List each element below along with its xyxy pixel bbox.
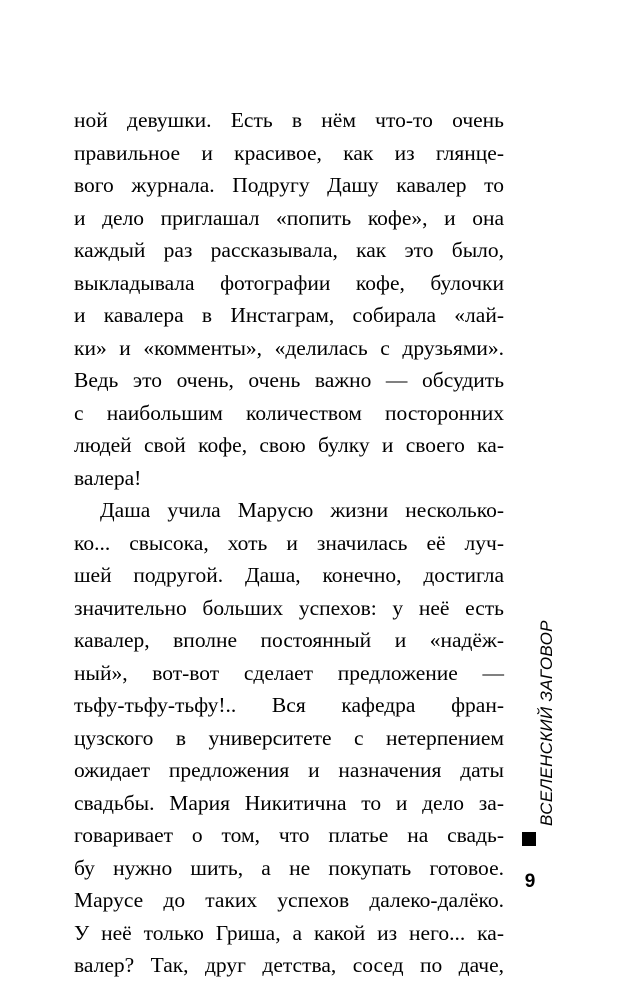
text-line: свадьбы. Мария Никитична то и дело за-: [74, 790, 504, 815]
text-line: выкладывала фотографии кофе, булочки: [74, 270, 504, 295]
text-line: кавалер, вполне постоянный и «надёж-: [74, 628, 504, 652]
paragraph-start-line: Даша учила Марусю жизни несколько-: [100, 498, 504, 522]
text-line: Ведь это очень, очень важно — обсудить: [74, 368, 504, 392]
text-line: ки» и «комменты», «делилась с друзьями».: [74, 335, 504, 360]
text-line: бу нужно шить, а не покупать готовое.: [74, 855, 504, 880]
body-text: [74, 104, 504, 982]
text-line: говаривает о том, что платье на свадь-: [74, 823, 504, 847]
text-line: значительно больших успехов: у неё есть: [74, 595, 504, 620]
text-line: и кавалера в Инстаграм, собирала «лай-: [74, 303, 504, 327]
text-line: ный», вот-вот сделает предложение —: [74, 660, 504, 685]
text-line: правильное и красивое, как из глянце-: [74, 140, 504, 165]
text-line: У неё только Гриша, а какой из него... ка-: [74, 920, 504, 945]
text-line: каждый раз рассказывала, как это было,: [74, 238, 504, 262]
text-line: тьфу-тьфу-тьфу!.. Вся кафедра фран-: [74, 693, 504, 717]
text-line: ожидает предложения и назначения даты: [74, 758, 504, 782]
running-head: ВСЕЛЕНСКИЙ ЗАГОВОР: [537, 620, 556, 826]
text-line: валер? Так, друг детства, сосед по даче,: [74, 953, 504, 977]
text-line: и дело приглашал «попить кофе», и она: [74, 205, 504, 230]
page-number: 9: [524, 871, 536, 892]
text-line: вого журнала. Подругу Дашу кавалер то: [74, 173, 504, 197]
text-line: людей свой кофе, свою булку и своего ка-: [74, 433, 504, 457]
text-line: шей подругой. Даша, конечно, достигла: [74, 563, 504, 587]
text-line: ной девушки. Есть в нём что-то очень: [74, 108, 504, 132]
paragraph-end-line: валера!: [74, 465, 142, 490]
text-line: ко... свысока, хоть и значилась её луч-: [74, 530, 504, 555]
text-line: с наибольшим количеством посторонних: [74, 400, 504, 425]
text-line: цузского в университете с нетерпением: [74, 725, 504, 750]
square-marker-icon: [522, 832, 536, 846]
text-line: Марусе до таких успехов далеко-далёко.: [74, 888, 504, 912]
